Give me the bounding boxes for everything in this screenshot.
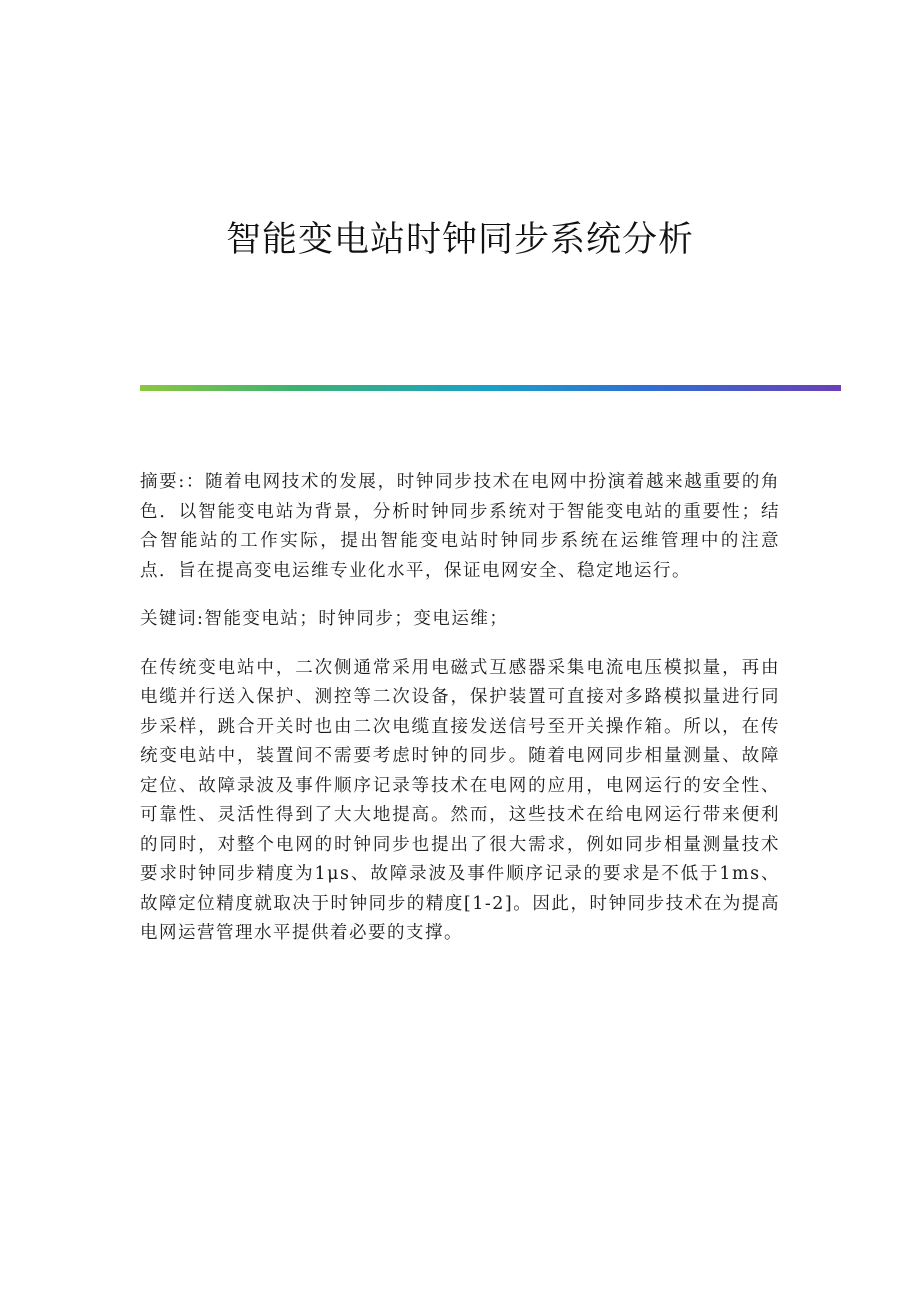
document-body (140, 468, 780, 968)
keywords-line: 关键词:智能变电站；时钟同步；变电运维； (140, 609, 509, 629)
abstract-paragraph: 摘要:：随着电网技术的发展，时钟同步技术在电网中扮演着越来越重要的角色．以智能变电站为背景，分析时钟同步系统对于智能变电站的重要性；结合智能站的工作实际，提出智能变电站时钟同步系统在运维管理中的注意点．旨在提高变电运维专业化水平，保证电网安全、稳定地运行。 (140, 472, 780, 581)
body-paragraph: 在传统变电站中，二次侧通常采用电磁式互感器采集电流电压模拟量，再由电缆并行送入保护、测控等二次设备，保护装置可直接对多路模拟量进行同步采样，跳合开关时也由二次电缆直接发送信号至开关操作箱。所以，在传统变电站中，装置间不需要考虑时钟的同步。随着电网同步相量测量、故障定位、故障录波及事件顺序记录等技术在电网的应用，电网运行的安全性、可靠性、灵活性得到了大大地提高。然而，这些技术在给电网运行带来便利的同时，对整个电网的时钟同步也提出了很大需求，例如同步相量测量技术要求时钟同步精度为1μs、故障录波及事件顺序记录的要求是不低于1ms、故障定位精度就取决于时钟同步的精度[1-2]。因此，时钟同步技术在为提高电网运营管理水平提供着必要的支撑。 (140, 657, 780, 943)
title-divider (140, 385, 841, 391)
document-title: 智能变电站时钟同步系统分析 (225, 220, 694, 260)
